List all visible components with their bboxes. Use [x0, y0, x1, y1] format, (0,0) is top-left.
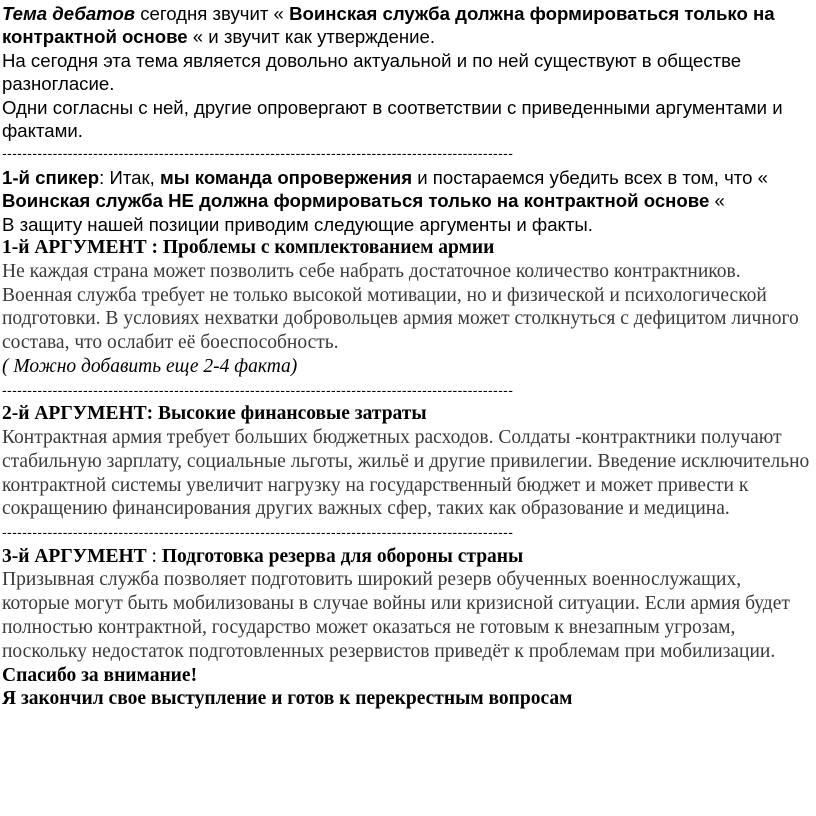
speaker-text-2: и постараемся убедить всех в том, что « — [412, 166, 768, 188]
intro-paragraph — [2, 2, 810, 49]
speaker-line-2: В защиту нашей позиции приводим следующие аргументы и факты. — [2, 213, 593, 235]
argument-1-note: ( Можно добавить еще 2-4 факта) — [2, 356, 298, 378]
separator: ----------------------------------------------------------------------------------------------------- — [2, 145, 514, 162]
intro-text-1: сегодня звучит « — [135, 3, 290, 24]
document — [2, 2, 810, 711]
intro-line-3: Одни согласны с ней, другие опровергают в соответствии с приведенными аргументами и фактами. — [2, 96, 783, 142]
argument-1-text: Не каждая страна может позволить себе набрать достаточное количество контрактников. Военная служба требует не только высокой мотивации, но и физической и психологической подготовки. В условиях нехватки добровольцев армия может столкнуться с дефицитом личного состава, что ослабит её боеспособность. — [2, 260, 799, 354]
closing-line: Я закончил свое выступление и готов к перекрестным вопросам — [2, 688, 573, 710]
argument-3-colon: : — [146, 545, 162, 567]
thesis: Воинская служба НЕ должна формироваться только на контрактной основе — [2, 190, 710, 212]
intro-line-2: На сегодня эта тема является довольно актуальной и по ней существуют в обществе разногласие. — [2, 49, 742, 95]
thanks-line: Спасибо за внимание! — [2, 664, 198, 686]
team-name: мы команда опровержения — [159, 166, 413, 188]
speaker-paragraph — [2, 166, 810, 213]
argument-3-heading — [2, 545, 810, 569]
speaker-label: 1-й спикер — [2, 166, 100, 188]
topic-label: Тема дебатов — [2, 3, 136, 24]
separator: ----------------------------------------------------------------------------------------------------- — [2, 524, 514, 541]
argument-3-number: 3-й АРГУМЕНТ — [2, 545, 147, 567]
debate-topic: Воинская служба должна формироваться только на контрактной основе — [2, 3, 775, 48]
intro-text-2: « и звучит как утверждение. — [187, 26, 436, 48]
speaker-text-1: : Итак, — [99, 166, 160, 188]
argument-3-title: Подготовка резерва для обороны страны — [161, 545, 524, 567]
argument-1-heading: 1-й АРГУМЕНТ : Проблемы с комплектованием армии — [2, 237, 495, 259]
argument-2-text: Контрактная армия требует больших бюджетных расходов. Солдаты -контрактники получают стабильную зарплату, социальные льготы, жильё и другие привилегии. Введение исключительно контрактной системы увеличит нагрузку на государственный бюджет и может привести к сокращению финансирования других важных сфер, таких как образование и медицина. — [2, 427, 810, 520]
argument-2-heading: 2-й АРГУМЕНТ: Высокие финансовые затраты — [2, 403, 427, 425]
separator: ----------------------------------------------------------------------------------------------------- — [2, 381, 514, 398]
argument-3-text: Призывная служба позволяет подготовить широкий резерв обученных военнослужащих, которые могут быть мобилизованы в случае войны или кризисной ситуации. Если армия будет полностью контрактной, государство может оказаться не готовым к внезапным угрозам, поскольку недостаток подготовленных резервистов приведёт к проблемам при мобилизации. — [2, 569, 790, 662]
speaker-text-3: « — [709, 190, 725, 212]
